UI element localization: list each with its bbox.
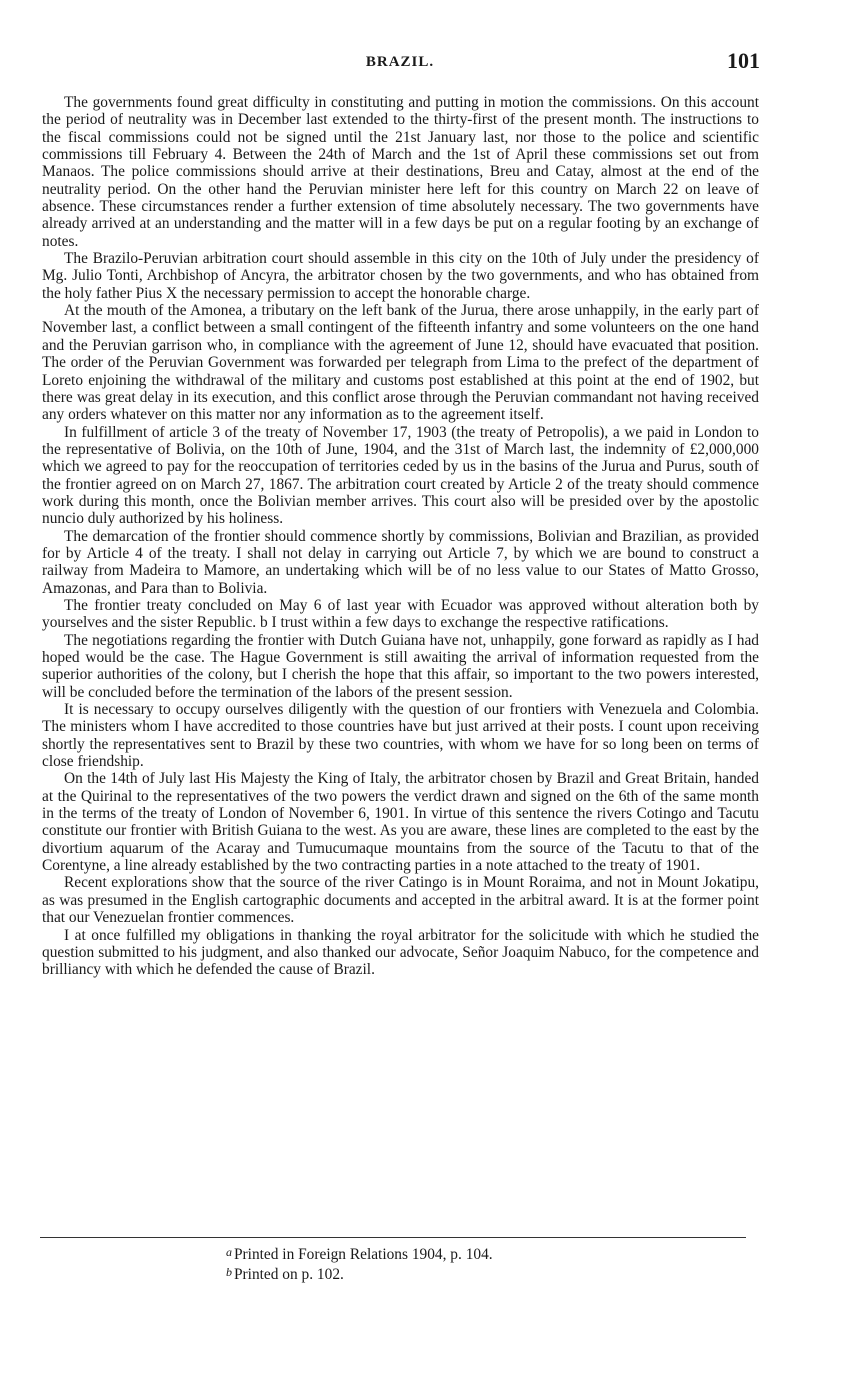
footnotes — [226, 1244, 493, 1283]
footnote-mark: b — [226, 1264, 232, 1279]
page-title: BRAZIL. — [365, 54, 435, 70]
paragraph: It is necessary to occupy ourselves diligently with the question of our frontiers with Venezuela and Colombia. The ministers whom I have accredited to those countries have but just arrived at their posts. I count upon receiving shortly the representatives sent to Brazil by these two countries, with whom we have for so long been on terms of close friendship. — [42, 701, 759, 771]
paragraph: Recent explorations show that the source of the river Catingo is in Mount Roraima, and not in Mount Jokatipu, as was presumed in the English cartographic documents and accepted in the arbitral award. It is at the former point that our Venezuelan frontier commences. — [42, 874, 759, 927]
footnote — [226, 1264, 493, 1284]
footnote-mark: a — [226, 1245, 232, 1259]
footnote-text: Printed on p. 102. — [234, 1265, 344, 1283]
footnote — [226, 1244, 493, 1264]
paragraph: The frontier treaty concluded on May 6 of last year with Ecuador was approved without alteration both by yourselves and the sister Republic. b I trust within a few days to exchange the respective ratifications. — [42, 596, 759, 632]
paragraph: The demarcation of the frontier should commence shortly by commissions, Bolivian and Brazilian, as provided for by Article 4 of the treaty. I shall not delay in carrying out Article 7, by which we are bound to construct a railway from Madeira to Mamore, an undertaking which will be of no less value to our States of Matto Grosso, Amazonas, and Para than to Bolivia. — [42, 527, 759, 597]
paragraph: The negotiations regarding the frontier with Dutch Guiana have not, unhappily, gone forward as rapidly as I had hoped would be the case. The Hague Government is still awaiting the arrival of information requested from the superior authorities of the colony, but I cherish the hope that this affair, so important to the two powers interested, will be concluded before the termination of the labors of the present session. — [42, 631, 759, 701]
footnote-divider — [40, 1237, 746, 1238]
body-text — [42, 94, 759, 979]
page-number: 101 — [727, 48, 760, 73]
running-head — [40, 50, 760, 74]
paragraph: At the mouth of the Amonea, a tributary on the left bank of the Jurua, there arose unhappily, in the early part of November last, a conflict between a small contingent of the fifteenth infantry and some volunteers on the one hand and the Peruvian garrison who, in compliance with the agreement of June 12, should have evacuated that position. The order of the Peruvian Government was forwarded per telegraph from Lima to the prefect of the department of Loreto enjoining the withdrawal of the military and customs post established at this point at the end of 1902, but there was great delay in its execution, and this conflict arose through the Peruvian commandant not having received any orders whatever on this matter nor any information as to the agreement itself. — [42, 302, 759, 424]
paragraph: I at once fulfilled my obligations in thanking the royal arbitrator for the solicitude with which he studied the question submitted to his judgment, and also thanked our advocate, Señor Joaquim Nabuco, for the competence and brilliancy with which he defended the cause of Brazil. — [42, 926, 759, 979]
paragraph: On the 14th of July last His Majesty the King of Italy, the arbitrator chosen by Brazil and Great Britain, handed at the Quirinal to the representatives of the two powers the verdict drawn and signed on the 6th of the same month in the terms of the treaty of London of November 6, 1901. In virtue of this sentence the rivers Cotingo and Tacutu constitute our frontier with British Guiana to the west. As you are aware, these lines are completed to the east by the divortium aquarum of the Acaray and Tumucumaque mountains from the source of the Tacutu to that of the Corentyne, a line already established by the two contracting parties in a note attached to the treaty of 1901. — [42, 770, 759, 875]
paragraph: The Brazilo-Peruvian arbitration court should assemble in this city on the 10th of July under the presidency of Mg. Julio Tonti, Archbishop of Ancyra, the arbitrator chosen by the two governments, and who has obtained from the holy father Pius X the necessary permission to accept the honorable charge. — [42, 250, 759, 302]
footnote-text: Printed in Foreign Relations 1904, p. 104. — [234, 1246, 493, 1263]
paragraph: The governments found great difficulty in constituting and putting in motion the commissions. On this account the period of neutrality was in December last extended to the thirty-first of the present month. The instructions to the fiscal commissions could not be signed until the 21st January last, nor those to the police and scientific commissions till February 4. Between the 24th of March and the 1st of April these commissions set out from Manaos. The police commissions should arrive at their destinations, Breu and Catay, almost at the end of the neutrality period. On the other hand the Peruvian minister here left for this country on March 22 on leave of absence. These circumstances render a further extension of time absolutely necessary. The two governments have already arrived at an understanding and the matter will in a few days be put on a regular footing by an exchange of notes. — [42, 94, 759, 250]
paragraph: In fulfillment of article 3 of the treaty of November 17, 1903 (the treaty of Petropolis), a we paid in London to the representative of Bolivia, on the 10th of June, 1904, and the 31st of March last, the indemnity of £2,000,000 which we agreed to pay for the reoccupation of territories ceded by us in the basins of the Jurua and Purus, south of the frontier agreed on on March 27, 1867. The arbitration court created by Article 2 of the treaty should commence work during this month, once the Bolivian member arrives. This court also will be presided over by the apostolic nuncio duly authorized by his holiness. — [42, 423, 759, 528]
